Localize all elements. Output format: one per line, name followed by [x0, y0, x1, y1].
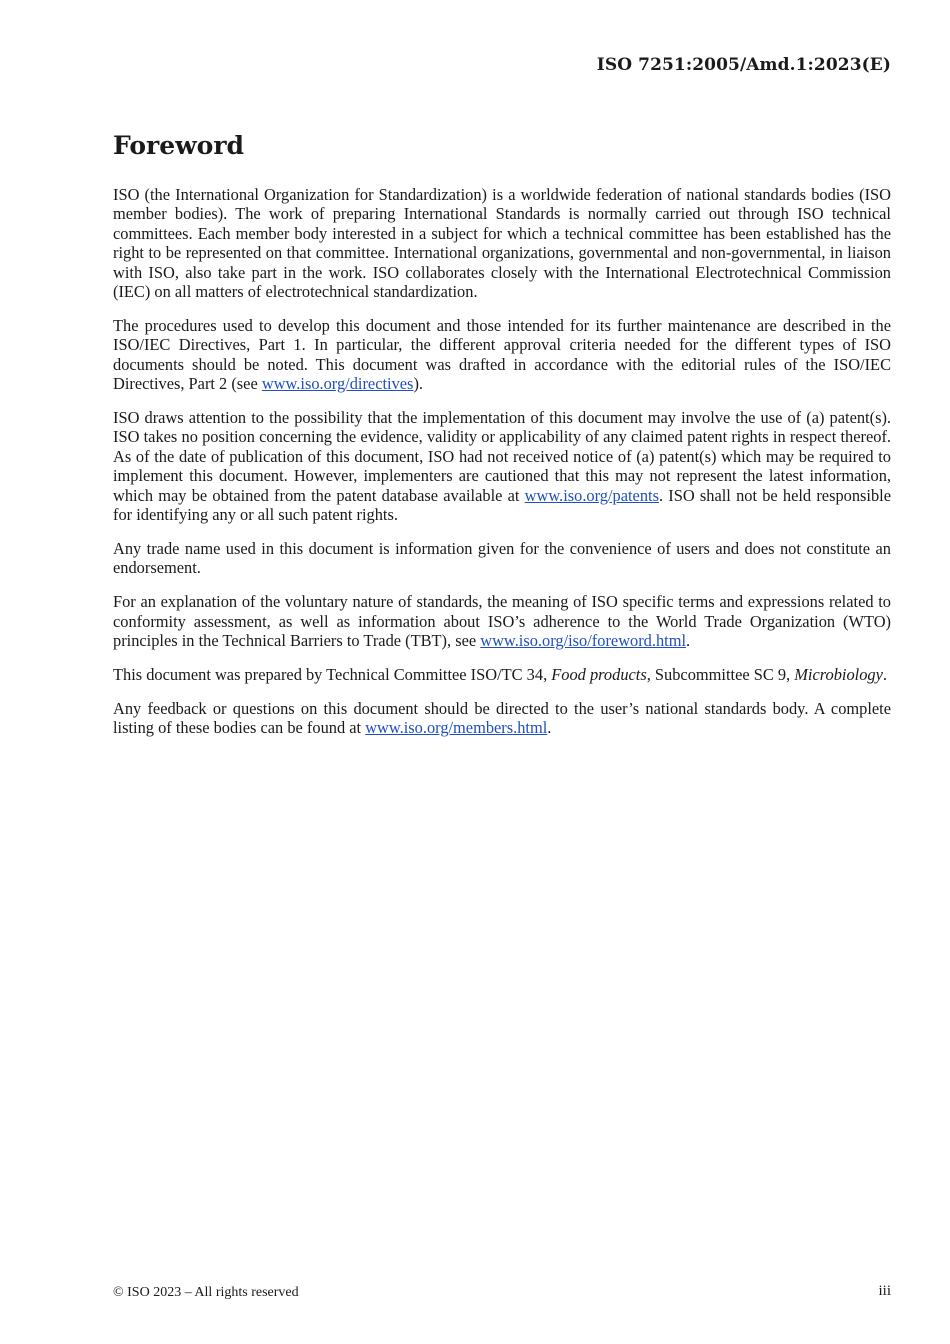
paragraph-text: . [547, 718, 552, 738]
paragraph-voluntary-nature [113, 592, 891, 650]
paragraph-trade-name [113, 539, 891, 578]
paragraph-text: . ISO shall not be held responsible for identifying any or all such patent rights. [113, 485, 891, 525]
foreword-body [113, 185, 891, 752]
copyright-notice: © ISO 2023 – All rights reserved [113, 1285, 299, 1300]
patents-link[interactable]: www.iso.org/patents [524, 485, 659, 505]
paragraph-text: ISO draws attention to the possibility that the implementation of this document may involve the use of (a) patent(s). ISO takes no position concerning the evidence, validity or applicability of any claimed patent rights in respect thereof. As of the date of publication of this document, ISO had not received notice of (a) patent(s) which may be required to implement this document. However, implementers are cautioned that this may not represent the latest information, which may be obtained from the patent database available at [113, 408, 891, 505]
paragraph-text: For an explanation of the voluntary nature of standards, the meaning of ISO specific terms and expressions related to conformity assessment, as well as information about ISO’s adherence to the World Trade Organization (WTO) principles in the Technical Barriers to Trade (TBT), see [113, 592, 891, 651]
directives-link[interactable]: www.iso.org/directives [261, 374, 414, 394]
paragraph-text: . [882, 665, 887, 685]
paragraph-text: . [686, 631, 691, 651]
paragraph-text: The procedures used to develop this document and those intended for its further maintenance are described in the ISO/IEC Directives, Part 1. In particular, the different approval criteria needed for the different types of ISO documents should be noted. This document was drafted in accordance with the editorial rules of the ISO/IEC Directives, Part 2 (see [113, 315, 891, 394]
page-title: Foreword [113, 131, 244, 160]
committee-name: Food products [551, 665, 647, 685]
document-identifier: ISO 7251:2005/Amd.1:2023(E) [596, 55, 891, 75]
paragraph-procedures [113, 316, 891, 394]
paragraph-feedback [113, 699, 891, 738]
paragraph-text: ). [413, 374, 423, 394]
paragraph-text: , Subcommittee SC 9, [646, 665, 795, 685]
paragraph-text: Any feedback or questions on this document should be directed to the user’s national standards body. A complete listing of these bodies can be found at [113, 698, 891, 738]
paragraph-text: This document was prepared by Technical Committee ISO/TC 34, [113, 665, 552, 685]
paragraph-text: ISO (the International Organization for Standardization) is a worldwide federation of national standards bodies (ISO member bodies). The work of preparing International Standards is normally carried out through ISO technical committees. Each member body interested in a subject for which a technical committee has been established has the right to be represented on that committee. International organizations, governmental and non-governmental, in liaison with ISO, also take part in the work. ISO collaborates closely with the International Electrotechnical Commission (IEC) on all matters of electrotechnical standardization. [113, 185, 891, 302]
paragraph-iso-intro [113, 185, 891, 301]
paragraph-text: Any trade name used in this document is information given for the convenience of users and does not constitute an endorsement. [113, 539, 891, 578]
page-number: iii [878, 1283, 891, 1299]
foreword-link[interactable]: www.iso.org/iso/foreword.html [480, 631, 687, 651]
members-link[interactable]: www.iso.org/members.html [365, 718, 548, 738]
paragraph-committee [113, 665, 891, 684]
subcommittee-name: Microbiology [794, 665, 883, 685]
paragraph-patents [113, 408, 891, 524]
